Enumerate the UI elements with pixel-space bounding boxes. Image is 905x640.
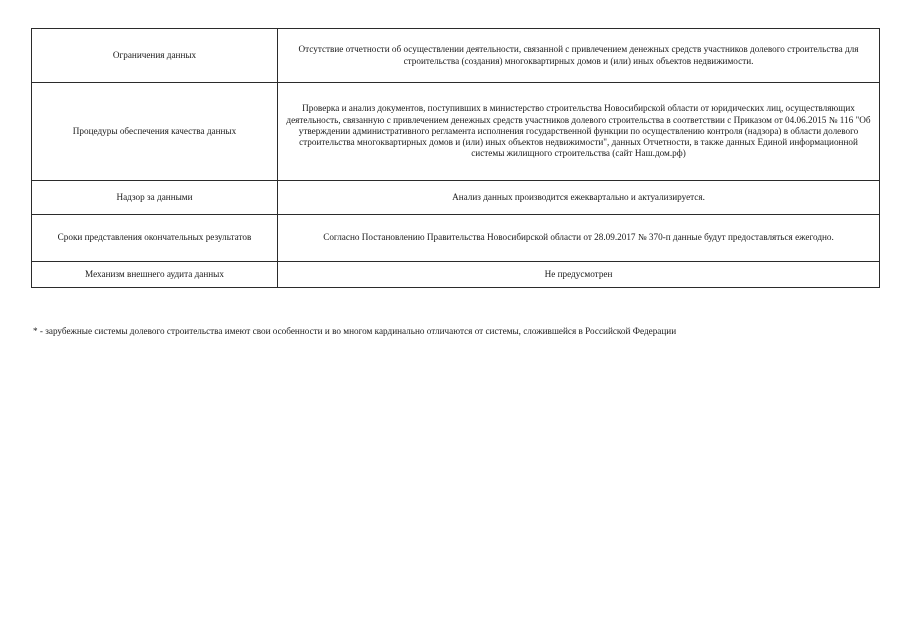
row-label-quality-procedures: Процедуры обеспечения качества данных <box>32 83 278 181</box>
table-row <box>32 181 880 215</box>
metadata-table <box>31 28 880 288</box>
row-value-external-audit: Не предусмотрен <box>278 262 880 288</box>
row-value-quality-procedures: Проверка и анализ документов, поступивших в министерство строительства Новосибирской области от юридических лиц, осуществляющих деятельность, связанную с привлечением денежных средств участников долевого строительства в соответствии с Приказом от 04.06.2015 № 116 "Об утверждении административного регламента исполнения государственной функции по осуществлению контроля (надзора) в области долевого строительства многоквартирных домов и (или) иных объектов недвижимости", данных Отчетности, в также данных Единой информационной системы жилищного строительства (сайт Наш.дом.рф) <box>278 83 880 181</box>
table-row <box>32 29 880 83</box>
row-value-final-results-deadlines: Согласно Постановлению Правительства Новосибирской области от 28.09.2017 № 370-п данные будут предоставляться ежегодно. <box>278 215 880 262</box>
footnote: * - зарубежные системы долевого строительства имеют свои особенности и во многом кардинально отличаются от системы, сложившейся в Российской Федерации <box>33 326 677 336</box>
row-value-data-supervision: Анализ данных производится ежеквартально и актуализируется. <box>278 181 880 215</box>
table-row <box>32 262 880 288</box>
row-label-external-audit: Механизм внешнего аудита данных <box>32 262 278 288</box>
row-label-data-supervision: Надзор за данными <box>32 181 278 215</box>
row-label-data-limitations: Ограничения данных <box>32 29 278 83</box>
row-value-data-limitations: Отсутствие отчетности об осуществлении деятельности, связанной с привлечением денежных средств участников долевого строительства для строительства (создания) многоквартирных домов и (или) иных объектов недвижимости. <box>278 29 880 83</box>
table-row <box>32 215 880 262</box>
table-row <box>32 83 880 181</box>
row-label-final-results-deadlines: Сроки представления окончательных результатов <box>32 215 278 262</box>
